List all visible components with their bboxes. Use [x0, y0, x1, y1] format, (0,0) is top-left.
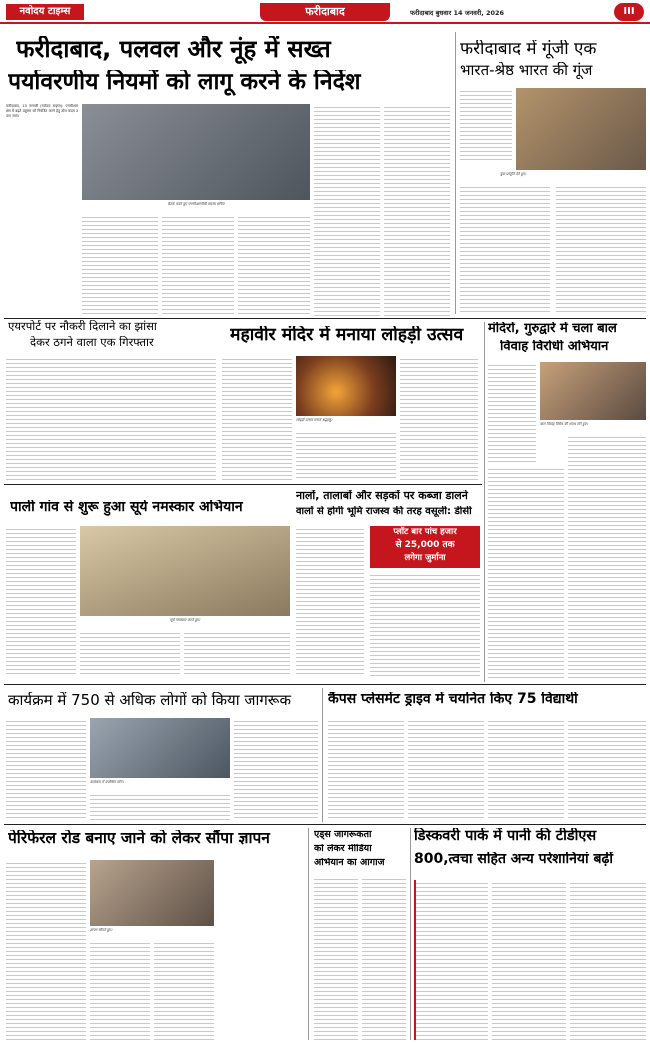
story6-caption: सूर्य नमस्कार करते हुए।	[169, 618, 201, 622]
divider-vertical-3	[322, 688, 323, 822]
story11-body-col2	[362, 876, 406, 1040]
story8-body-col3	[234, 718, 318, 820]
divider-horizontal-4	[4, 824, 646, 825]
story7-headline-line1: नालों, तालाबों और सड़कों पर कब्जा डालने	[296, 490, 468, 502]
story9-body-col1	[328, 718, 404, 820]
story12-headline-line2: 800,त्वचा सहित अन्य परेशानियां बढ़ीं	[414, 852, 613, 867]
story10-photo	[90, 860, 214, 926]
lead-body-col2	[82, 214, 158, 316]
story2-caption: युवा प्रस्तुति देते हुए।	[500, 172, 527, 176]
story10-body-col1	[6, 860, 86, 1040]
story9-body-col4	[568, 718, 646, 820]
story4-caption: लोहड़ी उत्सव मनाते श्रद्धालु।	[296, 418, 333, 422]
story11-headline-line2: को लेकर मीडिया	[314, 844, 372, 854]
divider-vertical-5	[410, 828, 411, 1040]
story6-headline: पाली गांव से शुरू हुआ सूर्य नमस्कार अभियान	[10, 500, 243, 515]
divider-horizontal-2	[4, 484, 482, 485]
story5-caption: बाल विवाह विरोध की शपथ लेते हुए।	[540, 422, 588, 426]
story4-headline: महावीर मंदिर में मनाया लोहड़ी उत्सव	[230, 326, 464, 345]
story4-body-col2	[296, 430, 396, 480]
story2-body-col2	[460, 184, 550, 314]
story8-caption: कार्यक्रम में उपस्थित लोग।	[90, 780, 124, 784]
lead-body-col3	[162, 214, 234, 316]
section-label: फरीदाबाद	[260, 3, 390, 21]
masthead-logo: नवोदय टाइम्स	[6, 4, 84, 20]
story12-headline-line1: डिस्कवरी पार्क में पानी की टीडीएस	[414, 828, 597, 844]
story3-headline-line2: देकर ठगने वाला एक गिरफ्तार	[30, 336, 154, 349]
story10-headline: पेरिफेरल रोड बनाए जाने को लेकर सौंपा ज्ञापन	[8, 830, 270, 847]
story9-body-col2	[408, 718, 484, 820]
lead-body-col6	[384, 104, 450, 316]
lead-body-col5	[314, 104, 380, 316]
story5-photo	[540, 362, 646, 420]
story8-body-col1	[6, 718, 86, 820]
story5-body-col2	[488, 466, 564, 680]
story8-photo	[90, 718, 230, 778]
story2-headline-line2: भारत-श्रेष्ठ भारत की गूंज	[460, 62, 593, 79]
story3-headline-line1: एयरपोर्ट पर नौकरी दिलाने का झांसा	[8, 320, 157, 333]
story6-photo	[80, 526, 290, 616]
story6-body-col3	[184, 630, 290, 676]
story2-headline-line1: फरीदाबाद में गूंजी एक	[460, 40, 597, 59]
story2-body-col1	[460, 88, 512, 160]
story7-headline-line2: वालों से होगी भूमि राजस्व की तरह वसूली: डीसी	[296, 506, 472, 517]
story4-photo	[296, 356, 396, 416]
story3-body	[6, 356, 216, 480]
divider-vertical-2	[484, 322, 485, 682]
story11-body-col1	[314, 876, 358, 1040]
masthead-bar	[0, 0, 650, 24]
story11-headline-line1: एड्स जागरूकता	[314, 830, 372, 840]
story4-body-col3	[400, 356, 478, 480]
story7-fine-box	[370, 526, 480, 568]
story2-photo	[516, 88, 646, 170]
story7-fine-box-line2: से 25,000 तक	[395, 540, 455, 550]
lead-photo	[82, 104, 310, 200]
date-line: फरीदाबाद बुधवार 14 जनवरी, 2026	[410, 9, 505, 17]
story5-headline-line1: मंदिरों, गुरुद्वारे में चला बाल	[488, 322, 617, 336]
story2-body-col3	[556, 184, 646, 314]
story5-headline-line2: विवाह विरोधी अभियान	[500, 340, 609, 354]
divider-horizontal-3	[4, 684, 646, 685]
divider-vertical	[455, 32, 456, 314]
story7-fine-box-line1: प्लॉट बार पांच हजार	[393, 527, 457, 537]
story9-body-col3	[488, 718, 564, 820]
lead-body-col4	[238, 214, 310, 316]
lead-headline-line1: फरीदाबाद, पलवल और नूंह में सख्त	[16, 36, 331, 63]
story6-body-col2	[80, 630, 180, 676]
story5-body-col3	[568, 434, 646, 680]
story12-body-col1	[414, 880, 488, 1040]
story6-body-col1	[6, 526, 76, 676]
story7-body-col2	[370, 572, 480, 676]
story12-body-col3	[570, 880, 646, 1040]
story8-headline: कार्यक्रम में 750 से अधिक लोगों को किया जागरूक	[8, 692, 291, 709]
story10-body-col3	[154, 940, 214, 1040]
divider-horizontal	[4, 318, 646, 319]
divider-vertical-4	[308, 828, 309, 1040]
story8-body-col2	[90, 792, 230, 820]
story12-body-col2	[492, 880, 566, 1040]
story9-headline: कैंपस प्लेसमेंट ड्राइव में चयनित किए 75 विद्यार्थी	[328, 692, 578, 707]
page-number: III	[614, 3, 644, 21]
lead-body-col1: फरीदाबाद, 13 जनवरी (नवोदय टाइम्स): एनसीआर क्षेत्र में बढ़ते प्रदूषण को नियंत्रित करने हेतु ठोस कदम उठाए जाएं।	[6, 104, 78, 118]
story10-caption: ज्ञापन सौंपते हुए।	[90, 928, 113, 932]
story4-body-col1	[222, 356, 292, 480]
story7-body-col1	[296, 526, 364, 676]
lead-photo-caption: बैठक करते हुए एनसीआरपीबी सदस्य सचिव	[167, 202, 225, 206]
story11-headline-line3: अभियान का आगाज	[314, 858, 385, 868]
lead-headline-line2: पर्यावरणीय नियमों को लागू करने के निर्देश	[8, 70, 361, 95]
story10-body-col2	[90, 940, 150, 1040]
story5-body-col1	[488, 362, 536, 462]
story7-fine-box-line3: लगेगा जुर्माना	[404, 553, 446, 563]
